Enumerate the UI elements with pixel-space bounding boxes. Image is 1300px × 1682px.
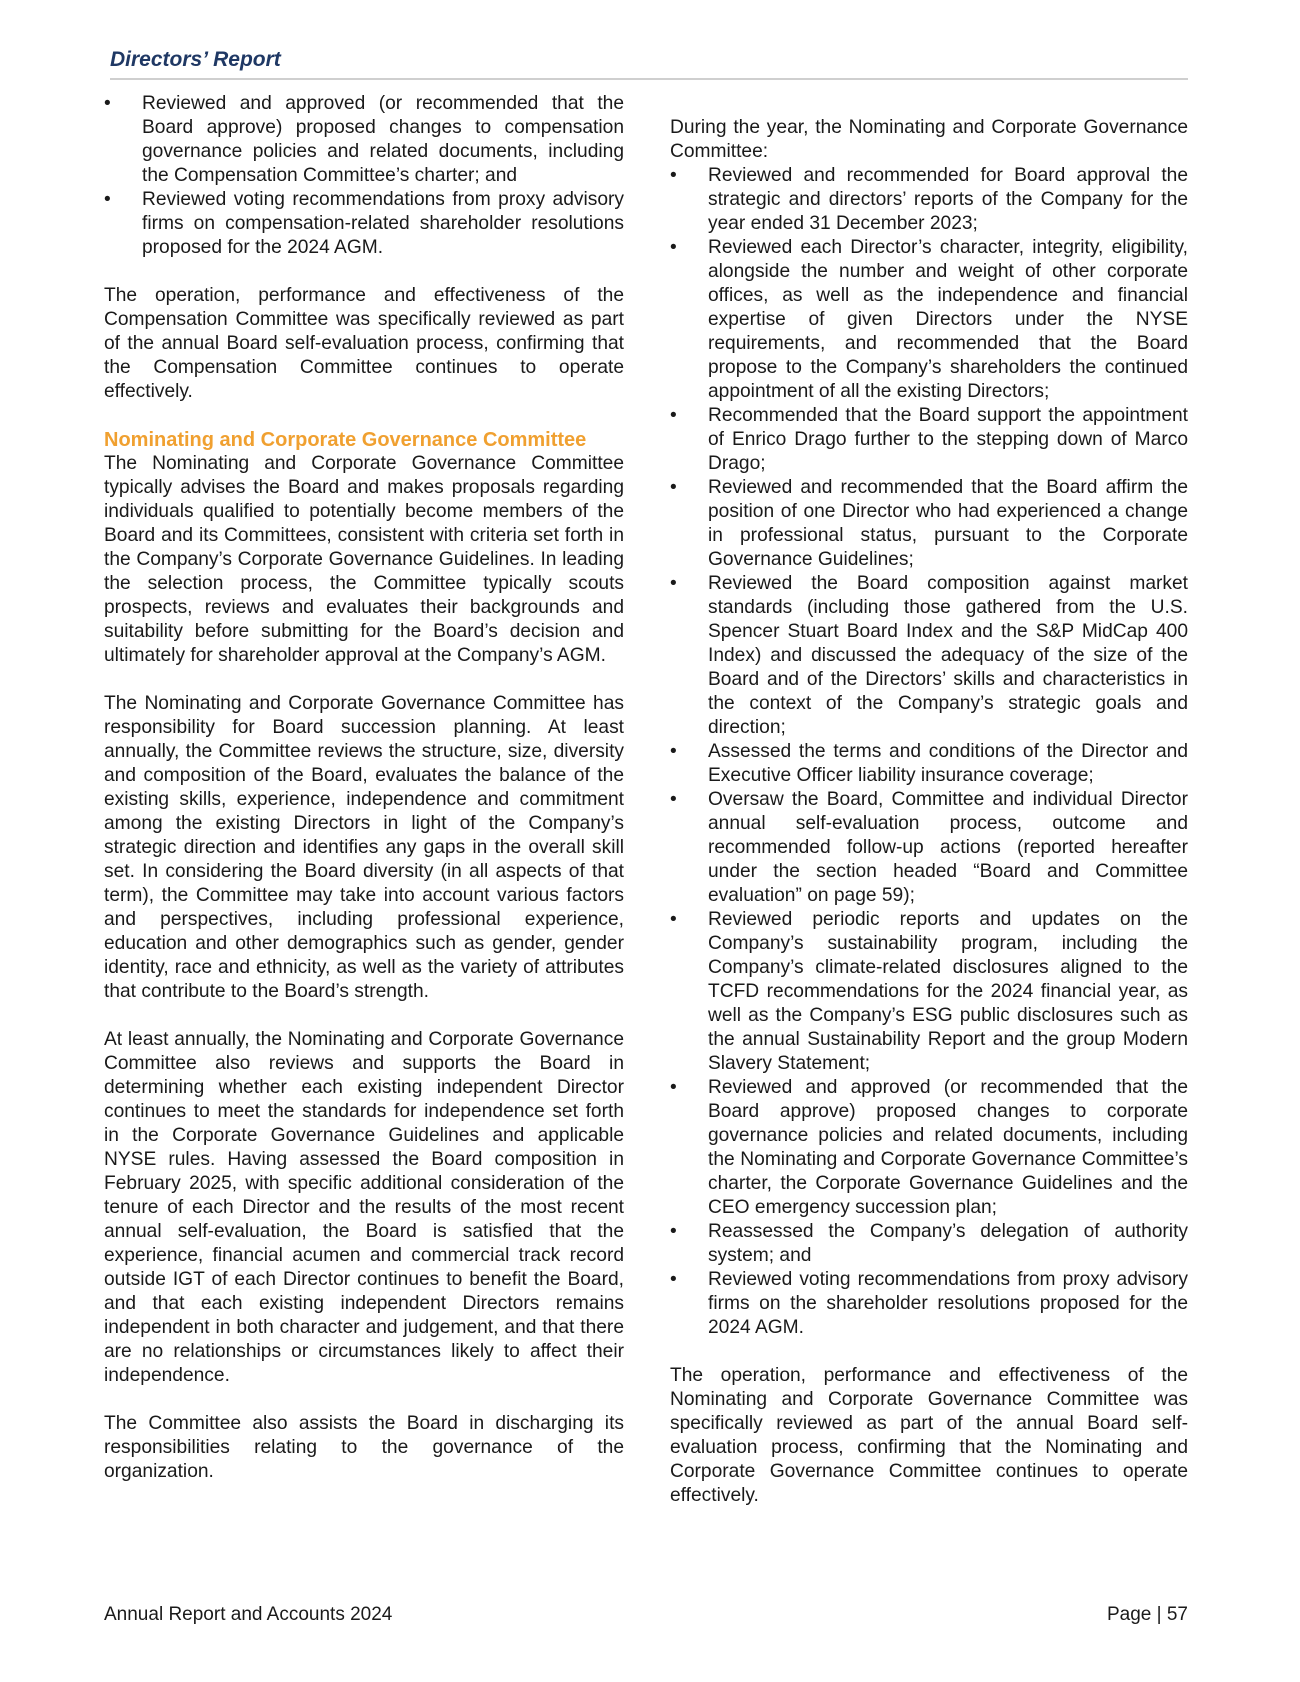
footer-report-title: Annual Report and Accounts 2024 — [104, 1604, 393, 1625]
page-header — [110, 48, 1188, 80]
list-item: • Reviewed and recommended that the Board affirm the position of one Director who had experienced a change in professional status, pursuant to the Corporate Governance Guidelines; — [670, 476, 1188, 572]
list-item: • Reassessed the Company’s delegation of authority system; and — [670, 1220, 1188, 1268]
list-item: • Recommended that the Board support the appointment of Enrico Drago further to the stepping down of Marco Drago; — [670, 404, 1188, 476]
committee-activities-list — [670, 164, 1188, 1340]
section-heading: Nominating and Corporate Governance Committee — [104, 429, 587, 451]
list-item: • Reviewed voting recommendations from proxy advisory firms on compensation-related shareholder resolutions proposed for the 2024 AGM. — [104, 188, 624, 260]
list-item: • Reviewed and approved (or recommended that the Board approve) proposed changes to corporate governance policies and related documents, including the Nominating and Corporate Governance Committee’s charter, the Corporate Governance Guidelines and the CEO emergency succession plan; — [670, 1076, 1188, 1220]
page-number: Page | 57 — [1106, 1604, 1188, 1625]
paragraph: The Nominating and Corporate Governance Committee has responsibility for Board succession planning. At least annually, the Committee reviews the structure, size, diversity and composition of the Board, evaluates the balance of the existing skills, experience, independence and commitment among the existing Directors in light of the Company’s strategic direction and identifies any gaps in the overall skill set. In considering the Board diversity (in all aspects of that term), the Committee may take into account various factors and perspectives, including professional experience, education and other demographics such as gender, gender identity, race and ethnicity, as well as the variety of attributes that contribute to the Board’s strength. — [104, 693, 624, 1002]
intro-paragraph: During the year, the Nominating and Corporate Governance Committee: — [670, 117, 1188, 162]
list-item: • Reviewed and recommended for Board approval the strategic and directors’ reports of the Company for the year ended 31 December 2023; — [670, 164, 1188, 236]
compensation-evaluation-paragraph: The operation, performance and effectiveness of the Compensation Committee was specifically reviewed as part of the annual Board self-evaluation process, confirming that the Compensation Committee continues to operate effectively. — [104, 285, 624, 402]
list-item: • Reviewed each Director’s character, integrity, eligibility, alongside the number and weight of other corporate offices, as well as the independence and financial expertise of given Directors under the NYSE requirements, and recommended that the Board propose to the Company’s shareholders the continued appointment of all the existing Directors; — [670, 236, 1188, 404]
paragraph: The Nominating and Corporate Governance Committee typically advises the Board and makes proposals regarding individuals qualified to potentially become members of the Board and its Committees, consistent with criteria set forth in the Company’s Corporate Governance Guidelines. In leading the selection process, the Committee typically scouts prospects, reviews and evaluates their backgrounds and suitability before submitting for the Board’s decision and ultimately for shareholder approval at the Company’s AGM. — [104, 453, 624, 666]
list-item: • Reviewed voting recommendations from proxy advisory firms on the shareholder resolutions proposed for the 2024 AGM. — [670, 1268, 1188, 1340]
compensation-bullet-list — [104, 92, 624, 260]
list-item: • Oversaw the Board, Committee and individual Director annual self-evaluation process, outcome and recommended follow-up actions (reported hereafter under the section headed “Board and Committee evaluation” on page 59); — [670, 788, 1188, 908]
paragraph: At least annually, the Nominating and Corporate Governance Committee also reviews and supports the Board in determining whether each existing independent Director continues to meet the standards for independence set forth in the Corporate Governance Guidelines and applicable NYSE rules. Having assessed the Board composition in February 2025, with specific additional consideration of the tenure of each Director and the results of the most recent annual self-evaluation, the Board is satisfied that the experience, financial acumen and commercial track record outside IGT of each Director continues to benefit the Board, and that each existing independent Directors remains independent in both character and judgement, and that there are no relationships or circumstances likely to affect their independence. — [104, 1029, 624, 1386]
list-item: • Reviewed and approved (or recommended that the Board approve) proposed changes to compensation governance policies and related documents, including the Compensation Committee’s charter; and — [104, 92, 624, 188]
right-column — [670, 116, 1188, 1532]
left-column — [104, 92, 624, 1508]
list-item: • Assessed the terms and conditions of the Director and Executive Officer liability insurance coverage; — [670, 740, 1188, 788]
paragraph: The Committee also assists the Board in discharging its responsibilities relating to the governance of the organization. — [104, 1413, 624, 1482]
evaluation-paragraph: The operation, performance and effectiveness of the Nominating and Corporate Governance Committee was specifically reviewed as part of the annual Board self-evaluation process, confirming that the Nominating and Corporate Governance Committee continues to operate effectively. — [670, 1365, 1188, 1506]
list-item: • Reviewed periodic reports and updates on the Company’s sustainability program, including the Company’s climate-related disclosures aligned to the TCFD recommendations for the 2024 financial year, as well as the Company’s ESG public disclosures such as the annual Sustainability Report and the group Modern Slavery Statement; — [670, 908, 1188, 1076]
list-item: • Reviewed the Board composition against market standards (including those gathered from the U.S. Spencer Stuart Board Index and the S&P MidCap 400 Index) and discussed the adequacy of the size of the Board and of the Directors’ skills and characteristics in the context of the Company’s strategic goals and direction; — [670, 572, 1188, 740]
section-title: Directors’ Report — [110, 48, 281, 71]
